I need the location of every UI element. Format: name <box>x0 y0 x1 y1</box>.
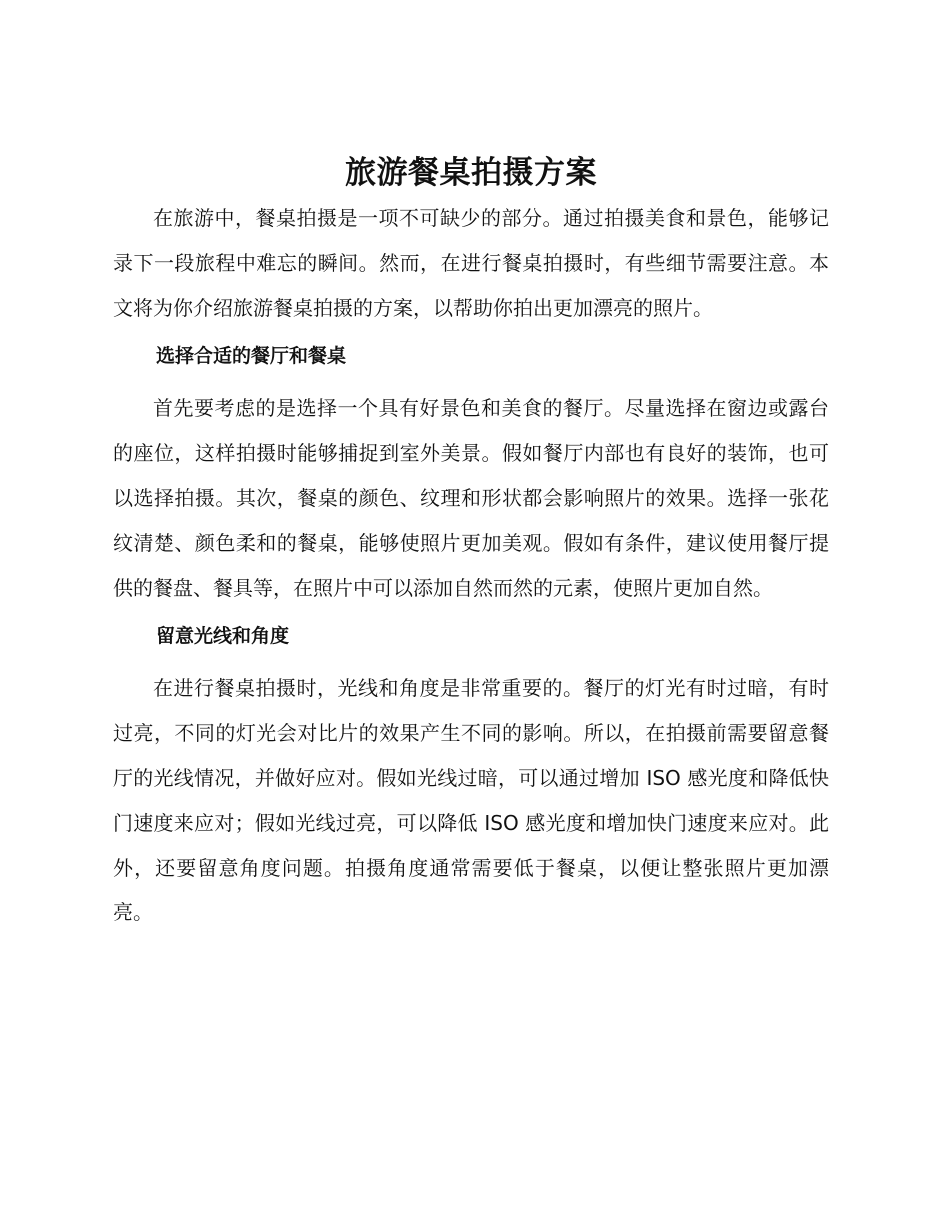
document-page <box>113 150 829 935</box>
section-heading-light-angle: 留意光线和角度 <box>156 625 290 648</box>
spacer <box>113 378 829 386</box>
intro-paragraph: 在旅游中，餐桌拍摄是一项不可缺少的部分。通过拍摄美食和景色，能够记录下一段旅程中难忘的瞬间。然而，在进行餐桌拍摄时，有些细节需要注意。本文将为你介绍旅游餐桌拍摄的方案，以帮助你拍出更加漂亮的照片。 <box>113 206 829 320</box>
section-heading-restaurant: 选择合适的餐厅和餐桌 <box>156 345 347 368</box>
section-body-light-angle: 在进行餐桌拍摄时，光线和角度是非常重要的。餐厅的灯光有时过暗，有时过亮，不同的灯光会对比片的效果产生不同的影响。所以，在拍摄前需要留意餐厅的光线情况，并做好应对。假如光线过暗，可以通过增加 ISO 感光度和降低快门速度来应对；假如光线过亮，可以降低 ISO 感光度和增加快门速度来应对。此外，还要留意角度问题。拍摄角度通常需要低于餐桌，以便让整张照片更加漂亮。 <box>113 676 829 925</box>
section-body-restaurant: 首先要考虑的是选择一个具有好景色和美食的餐厅。尽量选择在窗边或露台的座位，这样拍摄时能够捕捉到室外美景。假如餐厅内部也有良好的装饰，也可以选择拍摄。其次，餐桌的颜色、纹理和形状都会影响照片的效果。选择一张花纹清楚、颜色柔和的餐桌，能够使照片更加美观。假如有条件，建议使用餐厅提供的餐盘、餐具等，在照片中可以添加自然而然的元素，使照片更加自然。 <box>113 396 829 600</box>
spacer <box>113 658 829 666</box>
document-title: 旅游餐桌拍摄方案 <box>345 155 597 191</box>
